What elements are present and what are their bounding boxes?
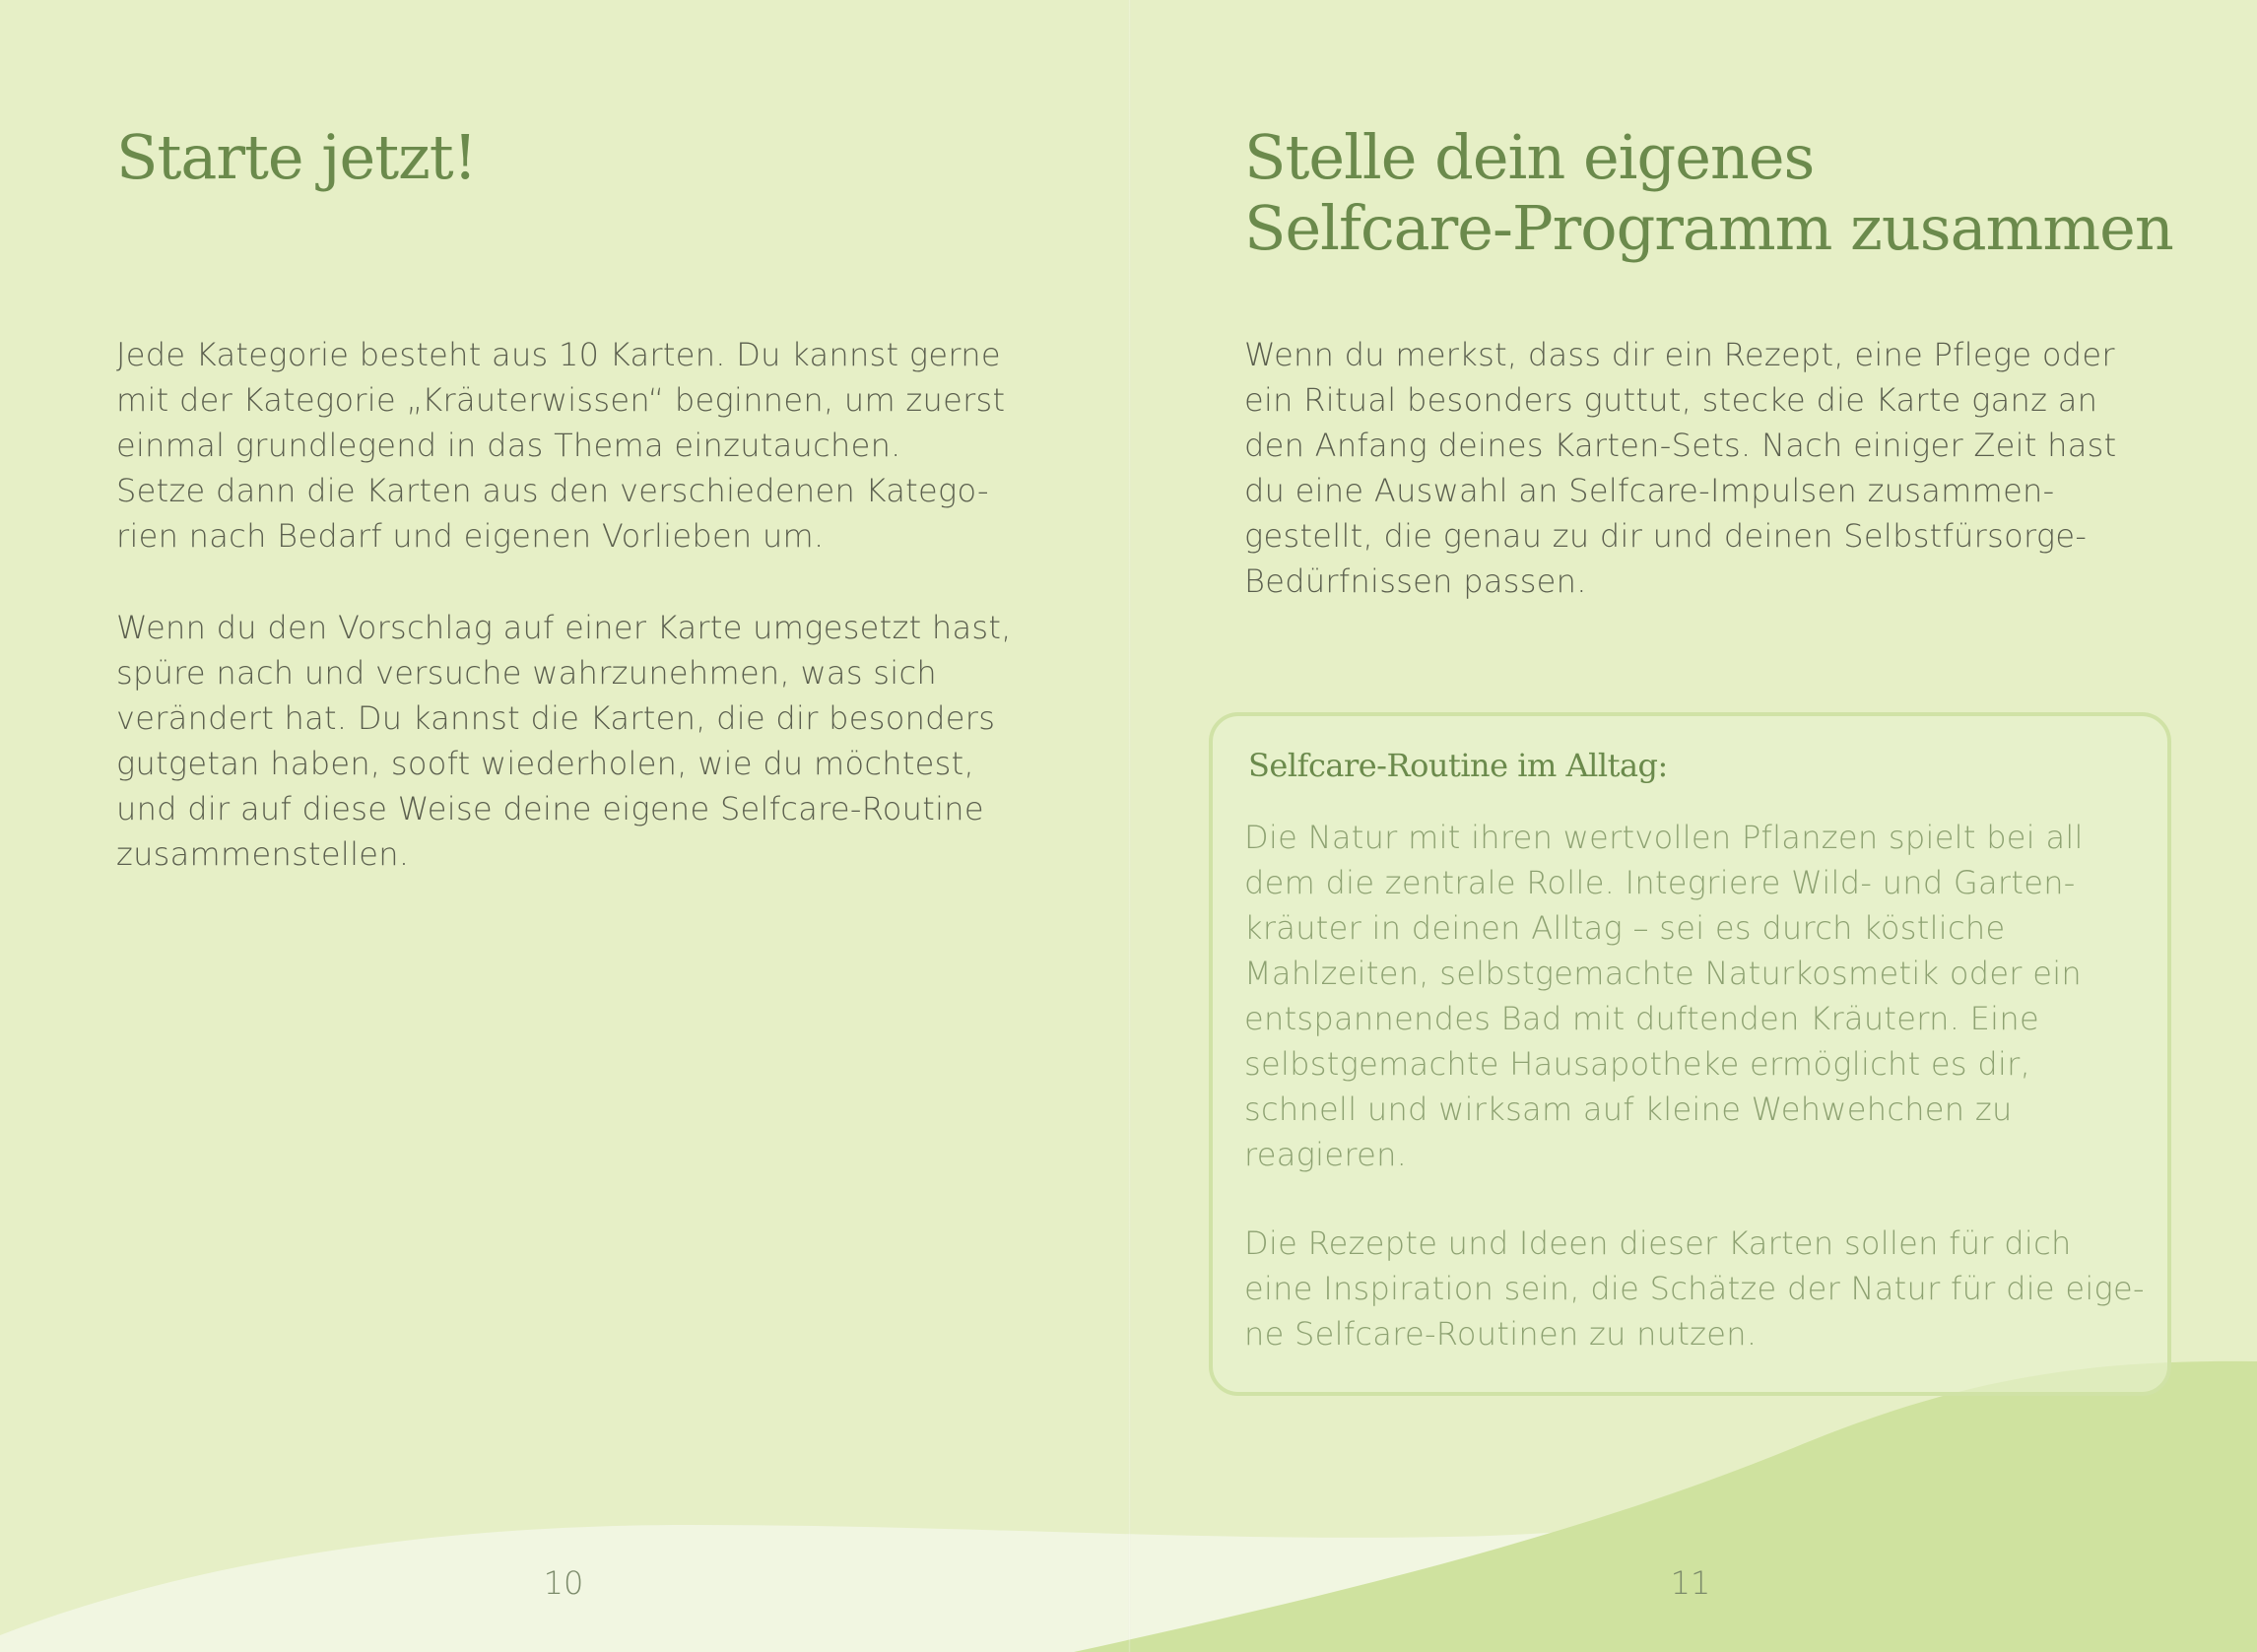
intro-paragraph (116, 332, 1023, 559)
intro-paragraph (1244, 332, 2151, 604)
text-line: Bedürfnissen passen. (1244, 562, 1587, 600)
text-line: gutgetan haben, sooft wiederholen, wie du möchtest, (116, 745, 974, 782)
text-line: ein Ritual besonders guttut, stecke die Karte ganz an (1244, 381, 2098, 419)
page-number: 11 (1670, 1564, 1711, 1602)
text-line: Die Natur mit ihren wertvollen Pflanzen spielt bei all (1244, 819, 2084, 856)
text-line: kräuter in deinen Alltag – sei es durch köstliche (1244, 909, 2006, 947)
text-line: eine Inspiration sein, die Schätze der Natur für die eige- (1244, 1270, 2145, 1307)
text-line: spüre nach und versuche wahrzunehmen, was sich (116, 654, 937, 692)
text-line: reagieren. (1244, 1136, 1408, 1173)
text-line: dem die zentrale Rolle. Integriere Wild- und Garten- (1244, 864, 2076, 901)
text-line: entspannendes Bad mit duftenden Kräutern. Eine (1244, 1000, 2039, 1037)
text-line: einmal grundlegend in das Thema einzutauchen. (116, 427, 901, 464)
text-line: und dir auf diese Weise deine eigene Selfcare-Routine (116, 790, 984, 827)
text-line: den Anfang deines Karten-Sets. Nach einiger Zeit hast (1244, 427, 2117, 464)
text-line: zusammenstellen. (116, 835, 410, 873)
text-line: ne Selfcare-Routinen zu nutzen. (1244, 1315, 1758, 1353)
text-line: verändert hat. Du kannst die Karten, die dir besonders (116, 699, 996, 737)
info-box-title: Selfcare-Routine im Alltag: (1248, 747, 1668, 784)
text-line: gestellt, die genau zu dir und deinen Selbstfürsorge- (1244, 517, 2088, 555)
right-page (1129, 0, 2257, 1652)
text-line: Die Rezepte und Ideen dieser Karten sollen für dich (1244, 1224, 2072, 1262)
page-number: 10 (543, 1564, 584, 1602)
left-page (0, 0, 1128, 1652)
page-title: Starte jetzt! (116, 121, 477, 193)
text-line: du eine Auswahl an Selfcare-Impulsen zusammen- (1244, 472, 2055, 509)
second-paragraph (116, 605, 1023, 877)
info-box-paragraph (1244, 1221, 2151, 1356)
text-line: mit der Kategorie „Kräuterwissen“ beginnen, um zuerst (116, 381, 1006, 419)
text-line: rien nach Bedarf und eigenen Vorlieben um. (116, 517, 825, 555)
text-line: Setze dann die Karten aus den verschiedenen Katego- (116, 472, 989, 509)
page-title (1244, 122, 2229, 264)
text-line: Jede Kategorie besteht aus 10 Karten. Du kannst gerne (116, 336, 1001, 373)
text-line: Mahlzeiten, selbstgemachte Naturkosmetik oder ein (1244, 955, 2082, 992)
title-line: Selfcare-Programm zusammen (1244, 192, 2173, 264)
text-line: Wenn du den Vorschlag auf einer Karte umgesetzt hast, (116, 609, 1012, 646)
text-line: schnell und wirksam auf kleine Wehwehchen zu (1244, 1090, 2013, 1128)
text-line: Wenn du merkst, dass dir ein Rezept, eine Pflege oder (1244, 336, 2115, 373)
info-box-paragraph (1244, 815, 2151, 1177)
title-line: Stelle dein eigenes (1244, 121, 1815, 193)
text-line: selbstgemachte Hausapotheke ermöglicht es dir, (1244, 1045, 2031, 1083)
